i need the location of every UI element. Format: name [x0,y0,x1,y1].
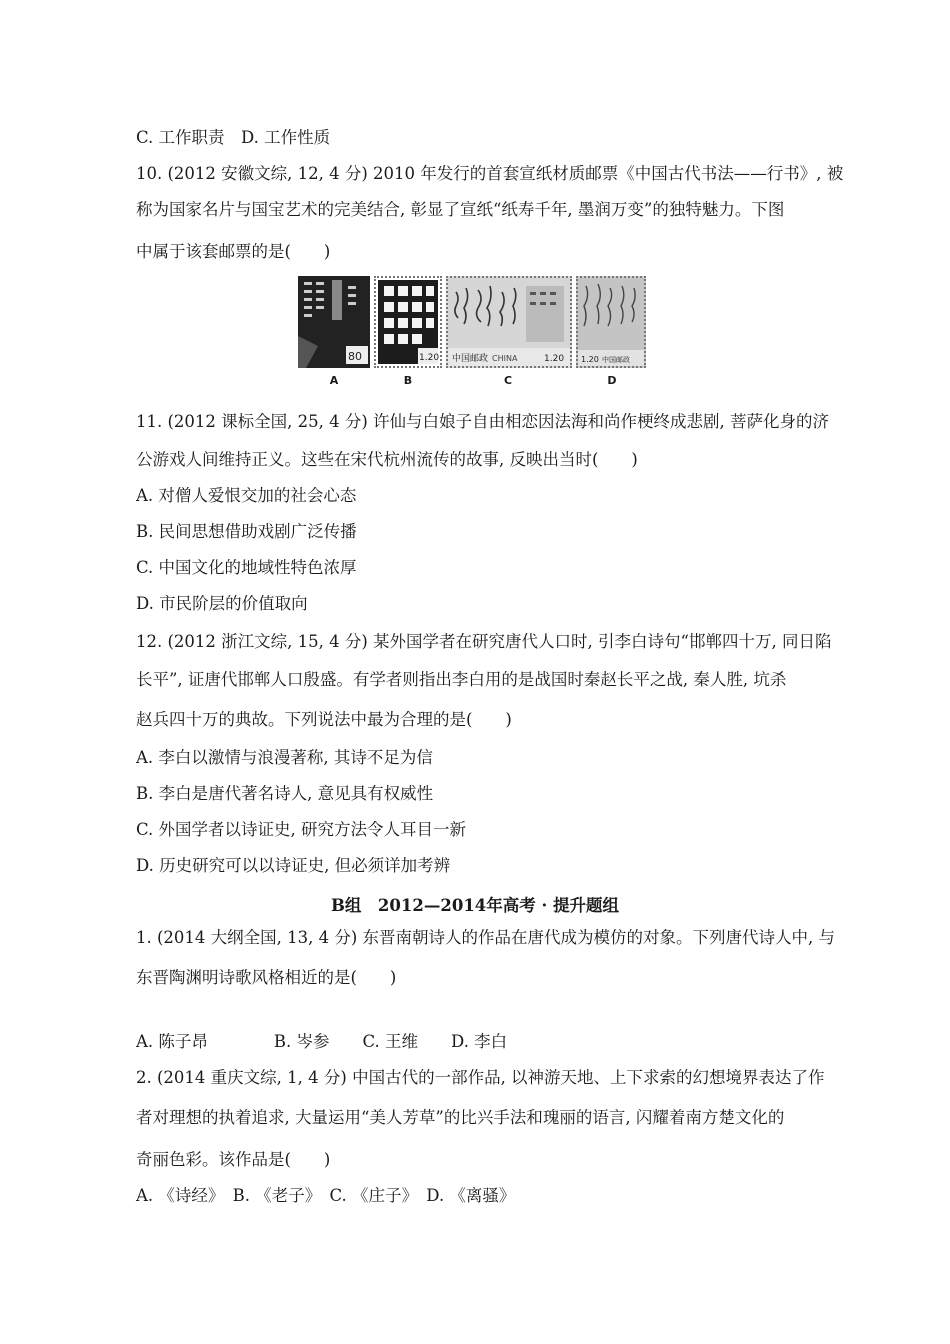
q9-options: C. 工作职责 D. 工作性质 [136,128,331,147]
stamp-d-country: 中国邮政 [602,356,630,364]
q10-line-1: 10. (2012 安徽文综, 12, 4 分) 2010 年发行的首套宣纸材质邮票《中国古代书法——行书》, 被 [136,164,844,183]
q12-option-c: C. 外国学者以诗证史, 研究方法令人耳目一新 [136,820,467,839]
stamp-c-country: 中国邮政 [452,354,489,364]
b1-line-1: 1. (2014 大纲全国, 13, 4 分) 东晋南朝诗人的作品在唐代成为模仿的对象。下列唐代诗人中, 与 [136,928,836,947]
stamp-c [446,276,572,368]
q12-line-2: 长平”, 证唐代邯郸人口殷盛。有学者则指出李白用的是战国时秦赵长平之战, 秦人胜, 坑杀 [136,670,787,689]
q12-option-b: B. 李白是唐代著名诗人, 意见具有权威性 [136,784,434,803]
stamp-b [374,276,442,368]
stamp-a-price: 80 [348,350,362,363]
stamp-b-artwork [376,278,440,366]
b1-options: A. 陈子昂 B. 岑参 C. 王维 D. 李白 [136,1032,508,1051]
stamp-label-b: B [403,374,413,387]
q11-line-1: 11. (2012 课标全国, 25, 4 分) 许仙与白娘子自由相恋因法海和尚作梗终成悲剧, 菩萨化身的济 [136,412,830,431]
q10-line-2: 称为国家名片与国宝艺术的完美结合, 彰显了宣纸“纸寿千年, 墨润万变”的独特魅力。下图 [136,200,785,219]
q11-option-b: B. 民间思想借助戏剧广泛传播 [136,522,357,541]
stamp-c-price: 1.20 [544,354,565,364]
q12-option-d: D. 历史研究可以以诗证史, 但必须详加考辨 [136,856,451,875]
q10-line-3: 中属于该套邮票的是( ) [136,242,331,261]
b2-options: A. 《诗经》 B. 《老子》 C. 《庄子》 D. 《离骚》 [136,1186,516,1205]
stamp-c-latin: CHINA [492,354,518,363]
stamp-d-price: 1.20 [581,355,599,364]
stamp-c-artwork [448,278,570,366]
section-heading: B组 2012—2014年高考 · 提升题组 [330,896,620,915]
stamp-label-d: D [607,374,617,387]
q11-option-a: A. 对僧人爱恨交加的社会心态 [136,486,357,505]
q11-option-c: C. 中国文化的地域性特色浓厚 [136,558,357,577]
stamp-figure [298,276,648,392]
q11-option-d: D. 市民阶层的价值取向 [136,594,308,613]
b2-line-1: 2. (2014 重庆文综, 1, 4 分) 中国古代的一部作品, 以神游天地、上下求索的幻想境界表达了作 [136,1068,825,1087]
b2-line-2: 者对理想的执着追求, 大量运用“美人芳草”的比兴手法和瑰丽的语言, 闪耀着南方楚文化的 [136,1108,785,1127]
stamp-a [298,276,370,368]
stamp-label-c: C [503,374,513,387]
stamp-b-price: 1.20 [419,353,440,363]
stamp-d-artwork [578,278,644,366]
stamp-d [576,276,646,368]
stamp-label-a: A [329,374,339,387]
stamp-a-artwork [298,276,370,368]
b1-line-2: 东晋陶渊明诗歌风格相近的是( ) [136,968,397,987]
q12-line-3: 赵兵四十万的典故。下列说法中最为合理的是( ) [136,710,512,729]
q12-line-1: 12. (2012 浙江文综, 15, 4 分) 某外国学者在研究唐代人口时, 引李白诗句“邯郸四十万, 同日陷 [136,632,832,651]
q11-line-2: 公游戏人间维持正义。这些在宋代杭州流传的故事, 反映出当时( ) [136,450,638,469]
q12-option-a: A. 李白以激情与浪漫著称, 其诗不足为信 [136,748,433,767]
b2-line-3: 奇丽色彩。该作品是( ) [136,1150,331,1169]
